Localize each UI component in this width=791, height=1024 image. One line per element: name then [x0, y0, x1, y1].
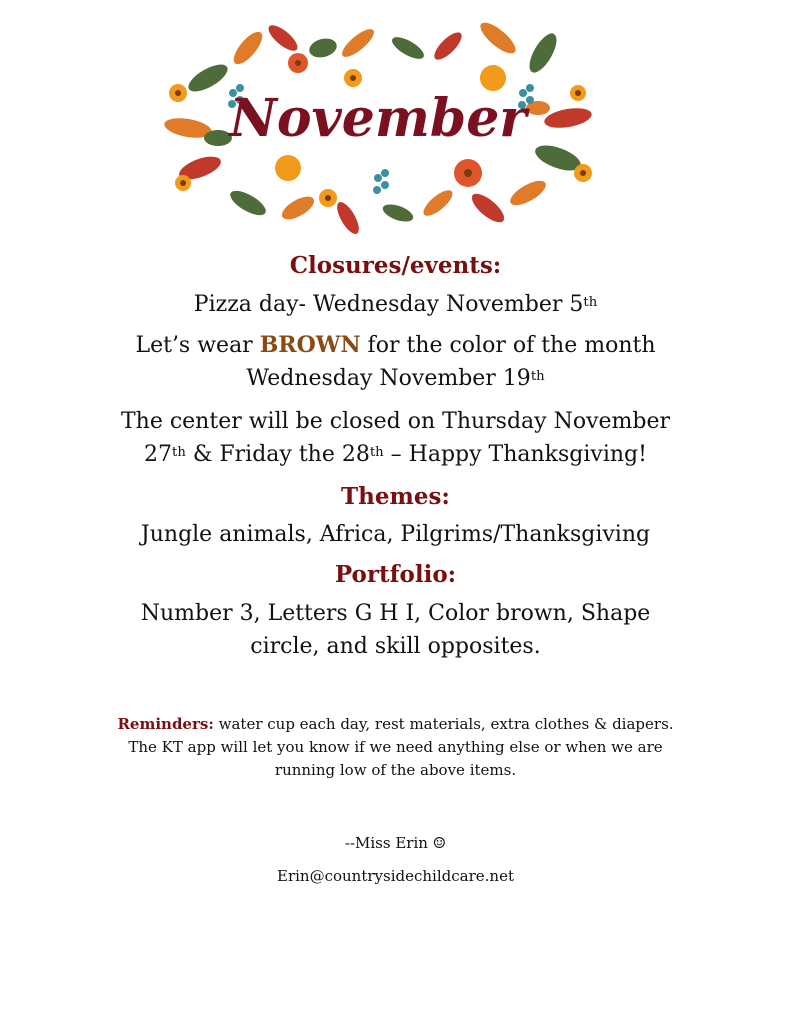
color-of-month-date	[0, 362, 791, 395]
portfolio-heading: Portfolio:	[334, 561, 457, 589]
reminders-block	[0, 713, 791, 782]
autumn-leaves-illustration	[148, 8, 608, 244]
closed-28-sup: th	[369, 444, 384, 460]
wear-date: Wednesday November 19	[246, 365, 531, 391]
pizza-day-line	[0, 288, 791, 321]
closures-heading: Closures/events:	[289, 252, 502, 279]
portfolio-line-2: circle, and skill opposites.	[250, 633, 541, 659]
themes-heading: Themes:	[341, 482, 450, 510]
portfolio-line-1: Number 3, Letters G H I, Color brown, Shape	[140, 600, 651, 626]
reminders-label: Reminders:	[117, 714, 214, 733]
reminders-line-3: running low of the above items.	[274, 760, 517, 779]
reminders-line-2: The KT app will let you know if we need anything else or when we are	[128, 737, 663, 756]
brown-highlight: BROWN	[259, 331, 361, 358]
reminders-text: water cup each day, rest materials, extra clothes & diapers.	[213, 714, 674, 733]
november-banner	[148, 8, 608, 244]
closed-27: 27	[144, 441, 173, 467]
wear-date-sup: th	[530, 368, 545, 384]
wear-suffix: for the color of the month	[360, 332, 656, 358]
signature-name: --Miss Erin ☺	[344, 833, 447, 852]
newsletter-content	[0, 252, 791, 888]
wear-prefix: Let’s wear	[135, 332, 260, 358]
reminders-line-1	[0, 713, 791, 736]
signature-email[interactable]: Erin@countrysidechildcare.net	[277, 866, 514, 885]
pizza-day-text: Pizza day- Wednesday November 5	[193, 291, 584, 317]
color-of-month-line	[0, 329, 791, 362]
november-title: November	[229, 88, 527, 149]
themes-text: Jungle animals, Africa, Pilgrims/Thanksgiving	[140, 522, 651, 548]
pizza-day-sup: th	[583, 294, 598, 310]
closed-27-sup: th	[172, 444, 186, 460]
closed-end: – Happy Thanksgiving!	[383, 441, 647, 467]
closed-mid: & Friday the 28	[185, 441, 370, 467]
closed-line-2	[0, 438, 791, 471]
closed-line-1: The center will be closed on Thursday November	[120, 408, 671, 434]
